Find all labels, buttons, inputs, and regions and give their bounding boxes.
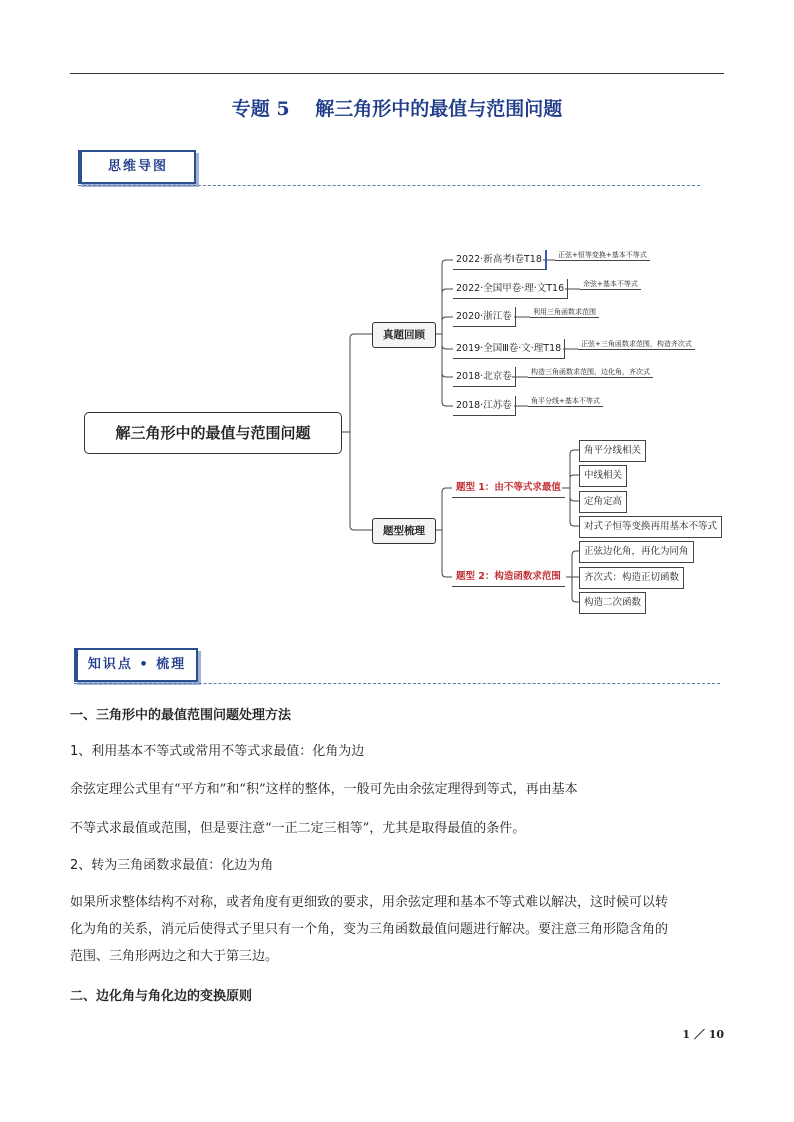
paragraph-2-line-1: 如果所求整体结构不对称，或者角度有更细致的要求，用余弦定理和基本不等式难以解决，这时候可以转 — [70, 895, 669, 910]
paragraph-1-line-1: 余弦定理公式里有“平方和”和“积”这样的整体，一般可先由余弦定理得到等式，再由基本 — [70, 782, 578, 797]
exam-note: 正弦+恒等变换+基本不等式 — [555, 250, 650, 261]
page-number: 1 ／ 10 — [682, 1028, 724, 1041]
paragraph-1-line-2: 不等式求最值或范围，但是要注意“一正二定三相等”，尤其是取得最值的条件。 — [70, 821, 526, 836]
type1-item: 中线相关 — [579, 465, 627, 487]
heading-one: 一、三角形中的最值范围问题处理方法 — [70, 708, 292, 723]
exam-note: 角平分线+基本不等式 — [528, 396, 603, 407]
heading-two: 二、边化角与角化边的变换原则 — [70, 989, 253, 1004]
subheading-2: 2、转为三角函数求最值：化边为角 — [70, 858, 274, 873]
section-tab-knowledge: 知识点 • 梳理 — [74, 648, 198, 682]
type2-item: 正弦边化角，再化为同角 — [579, 541, 694, 563]
question-type-1: 题型 1：由不等式求最值 — [452, 478, 565, 498]
exam-item: 2022·新高考Ⅰ卷T18 — [453, 250, 547, 270]
mindmap-branch-exam-review: 真题回顾 — [372, 322, 436, 348]
exam-item: 2018·江苏卷 — [453, 396, 516, 416]
subheading-1: 1、利用基本不等式或常用不等式求最值：化角为边 — [70, 744, 365, 759]
exam-item: 2019·全国Ⅲ卷·文·理T18 — [453, 339, 565, 359]
exam-item: 2018·北京卷 — [453, 367, 516, 387]
question-type-2: 题型 2：构造函数求范围 — [452, 567, 565, 587]
type2-item: 齐次式：构造正切函数 — [579, 567, 684, 589]
exam-note: 余弦+基本不等式 — [580, 279, 641, 290]
paragraph-2-line-2: 化为角的关系，消元后使得式子里只有一个角，变为三角函数最值问题进行解决。要注意三角形隐含角的 — [70, 922, 669, 937]
exam-note: 利用三角函数求范围 — [530, 307, 599, 318]
section-divider — [74, 683, 720, 684]
type1-item: 对式子恒等变换再用基本不等式 — [579, 516, 722, 538]
type2-item: 构造二次函数 — [579, 592, 646, 614]
exam-item: 2020·浙江卷 — [453, 307, 516, 327]
exam-item: 2022·全国甲卷·理·文T16 — [453, 279, 568, 299]
type1-item: 定角定高 — [579, 491, 627, 513]
section-tab-mindmap: 思维导图 — [78, 150, 196, 184]
exam-note: 构造三角函数求范围，边化角，齐次式 — [528, 367, 653, 378]
mindmap-branch-question-types: 题型梳理 — [372, 518, 436, 544]
mindmap-root: 解三角形中的最值与范围问题 — [84, 412, 342, 454]
page-title: 专题 5 解三角形中的最值与范围问题 — [231, 98, 563, 120]
paragraph-2-line-3: 范围、三角形两边之和大于第三边。 — [70, 949, 279, 964]
exam-note: 正弦+三角函数求范围，构造齐次式 — [578, 339, 695, 350]
type1-item: 角平分线相关 — [579, 440, 646, 462]
